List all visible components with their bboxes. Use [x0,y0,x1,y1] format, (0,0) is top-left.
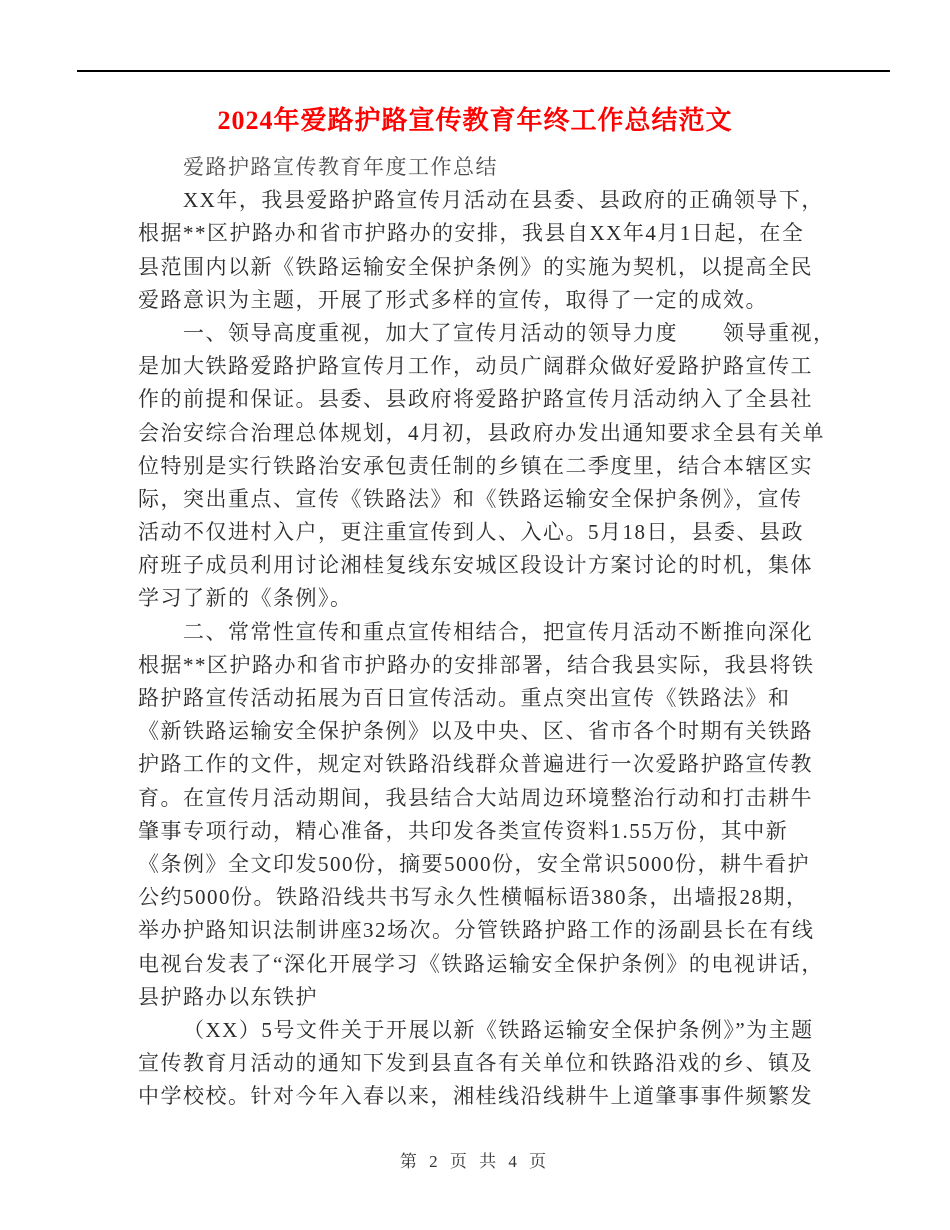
page-number-footer: 第 2 页 共 4 页 [399,1152,551,1171]
text-line: 育。在宣传月活动期间，我县结合大站周边环境整治行动和打击耕牛 [138,785,813,810]
text-line: 活动不仅进村入户，更注重宣传到人、入心。5月18日，县委、县政 [138,520,804,545]
text-line: 学习了新的《条例》。 [138,586,353,611]
document-subtitle: 爱路护路宣传教育年度工作总结 [183,155,498,179]
text-line: 一、领导高度重视，加大了宣传月活动的领导力度 领导重视， [183,320,836,345]
text-line: 公约5000份。铁路沿线共书写永久性横幅标语380条，出墙报28期， [138,885,809,910]
text-line: 作的前提和保证。县委、县政府将爱路护路宣传月活动纳入了全县社 [138,387,813,412]
text-line: 路护路宣传活动拓展为百日宣传活动。重点突出宣传《铁路法》和 [138,686,791,710]
text-line: 是加大铁路爱路护路宣传月工作，动员广阔群众做好爱路护路宣传工 [138,354,813,379]
text-line: 根据**区护路办和省市护路办的安排部署，结合我县实际，我县将铁 [138,652,815,677]
text-line: 举办护路知识法制讲座32场次。分管铁路护路工作的汤副县长在有线 [138,918,815,943]
text-line: 肇事专项行动，精心准备，共印发各类宣传资料1.55万份，其中新 [138,818,789,843]
text-line: 会治安综合治理总体规划，4月初，县政府办发出通知要求全县有关单 [138,420,825,445]
text-line: 二、常常性宣传和重点宣传相结合，把宣传月活动不断推向深化 [183,619,813,644]
document-body [138,151,898,1113]
document-title: 2024年爱路护路宣传教育年终工作总结范文 [217,106,733,135]
text-line: 际，突出重点、宣传《铁路法》和《铁路运输安全保护条例》，宣传 [138,486,803,511]
text-line: 位特别是实行铁路治安承包责任制的乡镇在二季度里，结合本辖区实 [138,453,813,478]
text-line: 宣传教育月活动的通知下发到县直各有关单位和铁路沿戏的乡、镇及 [138,1051,813,1076]
text-line: XX年，我县爱路护路宣传月活动在县委、县政府的正确领导下， [183,188,824,213]
text-line: 电视台发表了“深化开展学习《铁路运输安全保护条例》的电视讲话， [138,951,824,976]
text-line: 府班子成员利用讨论湘桂复线东安城区段设计方案讨论的时机，集体 [138,553,813,578]
header-rule [77,70,890,72]
text-line: 县范围内以新《铁路运输安全保护条例》的实施为契机，以提高全民 [138,254,813,279]
text-line: 根据**区护路办和省市护路办的安排，我县自XX年4月1日起，在全 [138,221,805,246]
text-line: 《条例》全文印发500份，摘要5000份，安全常识5000份，耕牛看护 [138,851,810,876]
text-line: （XX）5号文件关于开展以新《铁路运输安全保护条例》”为主题 [183,1017,814,1042]
text-line: 中学校校。针对今年入春以来，湘桂线沿线耕牛上道肇事事件频繁发 [138,1084,813,1109]
text-line: 爱路意识为主题，开展了形式多样的宣传，取得了一定的成效。 [138,287,768,312]
text-line: 县护路办以东铁护 [138,984,318,1009]
text-line: 《新铁路运输安全保护条例》以及中央、区、省市各个时期有关铁路 [138,719,813,744]
text-line: 护路工作的文件，规定对铁路沿线群众普遍进行一次爱路护路宣传教 [138,752,813,777]
